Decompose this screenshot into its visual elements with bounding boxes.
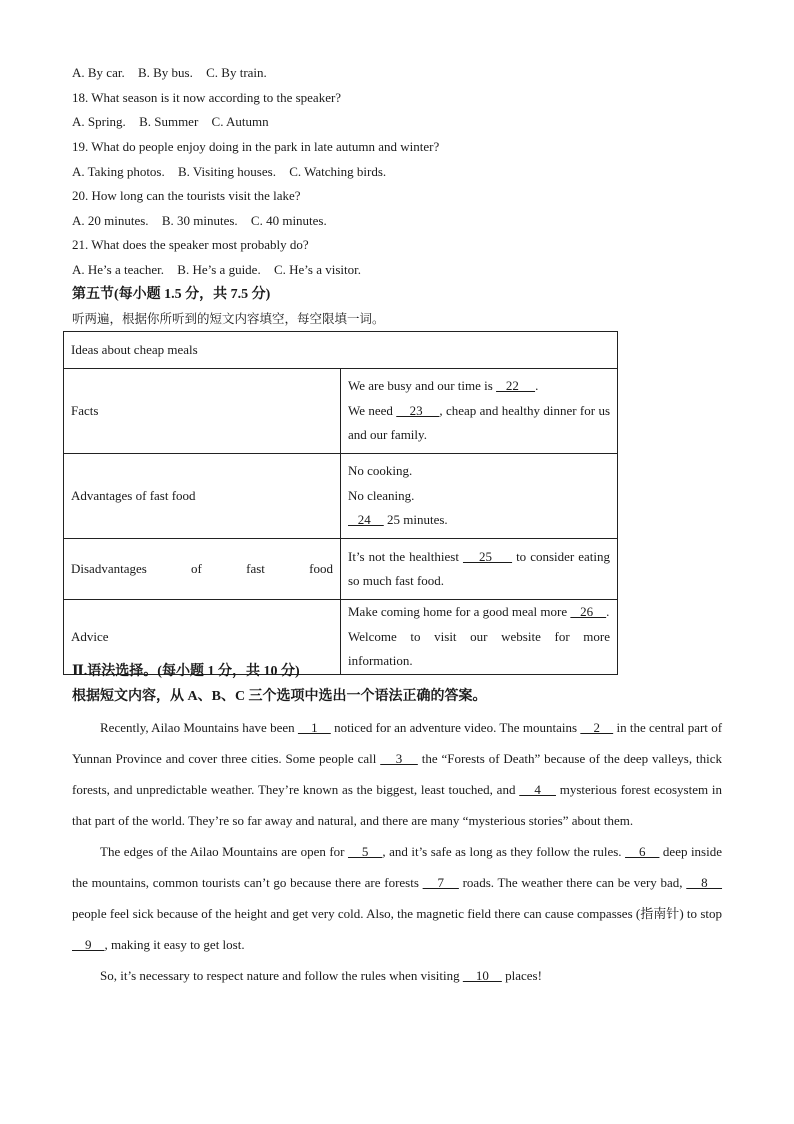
blank-3[interactable]: 3 [380, 751, 418, 766]
advantages-label: Advantages of fast food [64, 454, 341, 539]
paragraph-3: So, it’s necessary to respect nature and follow the rules when visiting 10 places! [100, 968, 542, 983]
paragraph-2: The edges of the Ailao Mountains are open for 5 , and it’s safe as long as they follow the rules. 6 deep inside the mountains, common tourists can’t go because there are forests 7 roads. The weather there can be very bad, 8 people feel sick because of the height and get very cold. Also, the magnetic field there can cause compasses (指南针) to stop 9 , making it easy to get lost. [72, 844, 723, 952]
option-b: B. Visiting houses. [178, 164, 276, 179]
facts-content: We are busy and our time is 22 . We need 23 , cheap and healthy dinner for us and our family. [341, 369, 618, 454]
grammar-title: Ⅱ.语法选择。(每小题 1 分，共 10 分) [72, 664, 300, 679]
q17-options [72, 65, 277, 81]
option-c: C. By train. [206, 65, 267, 80]
blank-5[interactable]: 5 [347, 844, 383, 859]
advice-label: Advice [64, 600, 341, 675]
disadvantages-content: It’s not the healthiest 25 to consider eating so much fast food. [341, 539, 618, 600]
disadvantages-label: Disadvantages of fast food [64, 539, 341, 600]
section5-instruction: 听两遍，根据你所听到的短文内容填空，每空限填一词。 [72, 312, 385, 326]
option-c: C. Autumn [211, 114, 269, 129]
blank-24[interactable]: 24 [348, 512, 384, 528]
option-a: A. By car. [72, 65, 125, 80]
grammar-instruction: 根据短文内容，从 A、B、C 三个选项中选出一个语法正确的答案。 [72, 689, 487, 704]
option-c: C. Watching birds. [289, 164, 387, 179]
notes-table [63, 331, 618, 675]
option-b: B. By bus. [137, 65, 193, 80]
blank-7[interactable]: 7 [422, 875, 459, 890]
q18-options [72, 114, 279, 130]
option-a: A. He’s a teacher. [72, 262, 165, 277]
blank-23[interactable]: 23 [396, 402, 440, 418]
blank-26[interactable]: 26 [570, 604, 607, 619]
option-c: C. He’s a visitor. [273, 262, 361, 277]
q20-options [72, 213, 337, 229]
q21-text: 21. What does the speaker most probably do? [72, 237, 309, 252]
option-a: A. Taking photos. [72, 164, 165, 179]
blank-22[interactable]: 22 [496, 378, 536, 394]
q20-text: 20. How long can the tourists visit the lake? [72, 188, 301, 203]
option-b: B. Summer [139, 114, 199, 129]
blank-6[interactable]: 6 [625, 844, 660, 859]
q19-options [72, 164, 396, 180]
option-b: B. 30 minutes. [161, 213, 238, 228]
option-a: A. Spring. [72, 114, 126, 129]
table-row-disadvantages [64, 539, 618, 600]
option-b: B. He’s a guide. [177, 262, 261, 277]
option-a: A. 20 minutes. [72, 213, 149, 228]
blank-1[interactable]: 1 [297, 720, 331, 735]
advice-content: Make coming home for a good meal more 26 . Welcome to visit our website for more information. [341, 600, 618, 675]
blank-8[interactable]: 8 [686, 875, 723, 890]
table-row-advice [64, 600, 618, 675]
blank-2[interactable]: 2 [580, 720, 614, 735]
section5-title: 第五节(每小题 1.5 分，共 7.5 分) [72, 287, 271, 302]
table-header: Ideas about cheap meals [64, 332, 618, 369]
blank-10[interactable]: 10 [462, 968, 502, 983]
blank-25[interactable]: 25 [462, 548, 513, 564]
grammar-passage [72, 712, 722, 991]
q21-options [72, 262, 371, 278]
table-row-facts [64, 369, 618, 454]
q19-text: 19. What do people enjoy doing in the park in late autumn and winter? [72, 139, 440, 154]
option-c: C. 40 minutes. [250, 213, 327, 228]
q18-text: 18. What season is it now according to the speaker? [72, 90, 342, 105]
blank-4[interactable]: 4 [519, 782, 556, 797]
advantages-content: No cooking. No cleaning. 24 25 minutes. [341, 454, 618, 539]
blank-9[interactable]: 9 [72, 937, 105, 952]
facts-label: Facts [64, 369, 341, 454]
table-row-advantages [64, 454, 618, 539]
paragraph-1: Recently, Ailao Mountains have been 1 noticed for an adventure video. The mountains 2 in the central part of Yunnan Province and cover three cities. Some people call 3 the “Forests of Death” because of the deep valleys, thick forests, and unpredictable weather. They’re known as the biggest, least touched, and 4 mysterious forest ecosystem in that part of the world. They’re so far away and natural, and there are many “mysterious stories” about them. [72, 720, 723, 828]
